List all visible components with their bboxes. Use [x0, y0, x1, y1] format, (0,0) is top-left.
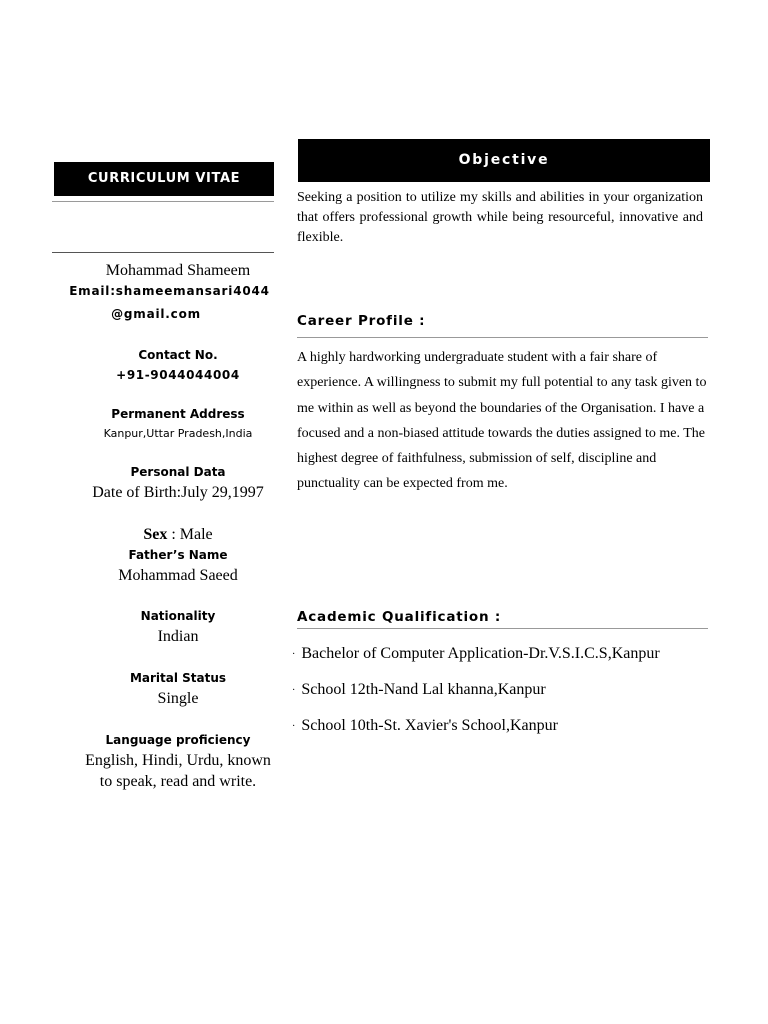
career-profile-text: A highly hardworking undergraduate student with a fair share of experience. A willingness to submit my full potential to any task given to me within as well as beyond the boundaries of the Organisation. I have a focused and a non-biased attitude towards the duties assigned to me. The highest degree of faithfulness, submission of self, discipline and punctuality can be expected from me. — [297, 350, 707, 492]
candidate-name: Mohammad Shameem — [105, 262, 251, 279]
personal-data-label: Personal Data — [130, 465, 226, 479]
bullet-icon: · — [292, 720, 296, 732]
email-line-1: Email:shameemansari4044 — [69, 284, 270, 298]
bullet-icon: · — [292, 648, 296, 660]
address-label: Permanent Address — [111, 407, 245, 421]
father-name-value: Mohammad Saeed — [118, 567, 238, 584]
contact-value: +91-9044044004 — [116, 368, 240, 382]
marital-status-value: Single — [157, 690, 199, 707]
nationality-label: Nationality — [140, 609, 216, 623]
qualification-text: Bachelor of Computer Application-Dr.V.S.I.C.S,Kanpur — [301, 645, 660, 662]
career-profile-title: Career Profile : — [297, 313, 426, 329]
list-item — [292, 645, 660, 663]
language-line-2: to speak, read and write. — [99, 773, 257, 790]
sex-field — [52, 526, 304, 544]
email-line-2: @gmail.com — [111, 307, 201, 321]
bullet-icon: · — [292, 684, 296, 696]
divider — [52, 201, 274, 202]
objective-banner: Objective — [298, 139, 710, 182]
contact-label: Contact No. — [138, 348, 218, 362]
objective-text: Seeking a position to utilize my skills and abilities in your organization that offers professional growth while being resourceful, innovative and flexible. — [297, 190, 703, 245]
marital-status-label: Marital Status — [129, 671, 227, 685]
qualification-text: School 10th-St. Xavier's School,Kanpur — [301, 717, 558, 734]
date-of-birth: Date of Birth:July 29,1997 — [92, 484, 264, 501]
father-name-label: Father’s Name — [128, 548, 228, 562]
list-item — [292, 681, 546, 699]
divider — [52, 252, 274, 253]
address-value: Kanpur,Uttar Pradesh,India — [103, 427, 253, 440]
sex-value: : Male — [167, 526, 213, 543]
list-item — [292, 717, 558, 735]
language-line-1: English, Hindi, Urdu, known — [85, 752, 271, 769]
sex-label: Sex — [143, 526, 168, 543]
cv-banner: CURRICULUM VITAE — [54, 162, 274, 196]
language-label: Language proficiency — [105, 733, 251, 747]
divider — [297, 628, 708, 629]
academic-qualification-title: Academic Qualification : — [297, 609, 502, 625]
qualification-text: School 12th-Nand Lal khanna,Kanpur — [301, 681, 546, 698]
divider — [297, 337, 708, 338]
nationality-value: Indian — [157, 628, 199, 645]
